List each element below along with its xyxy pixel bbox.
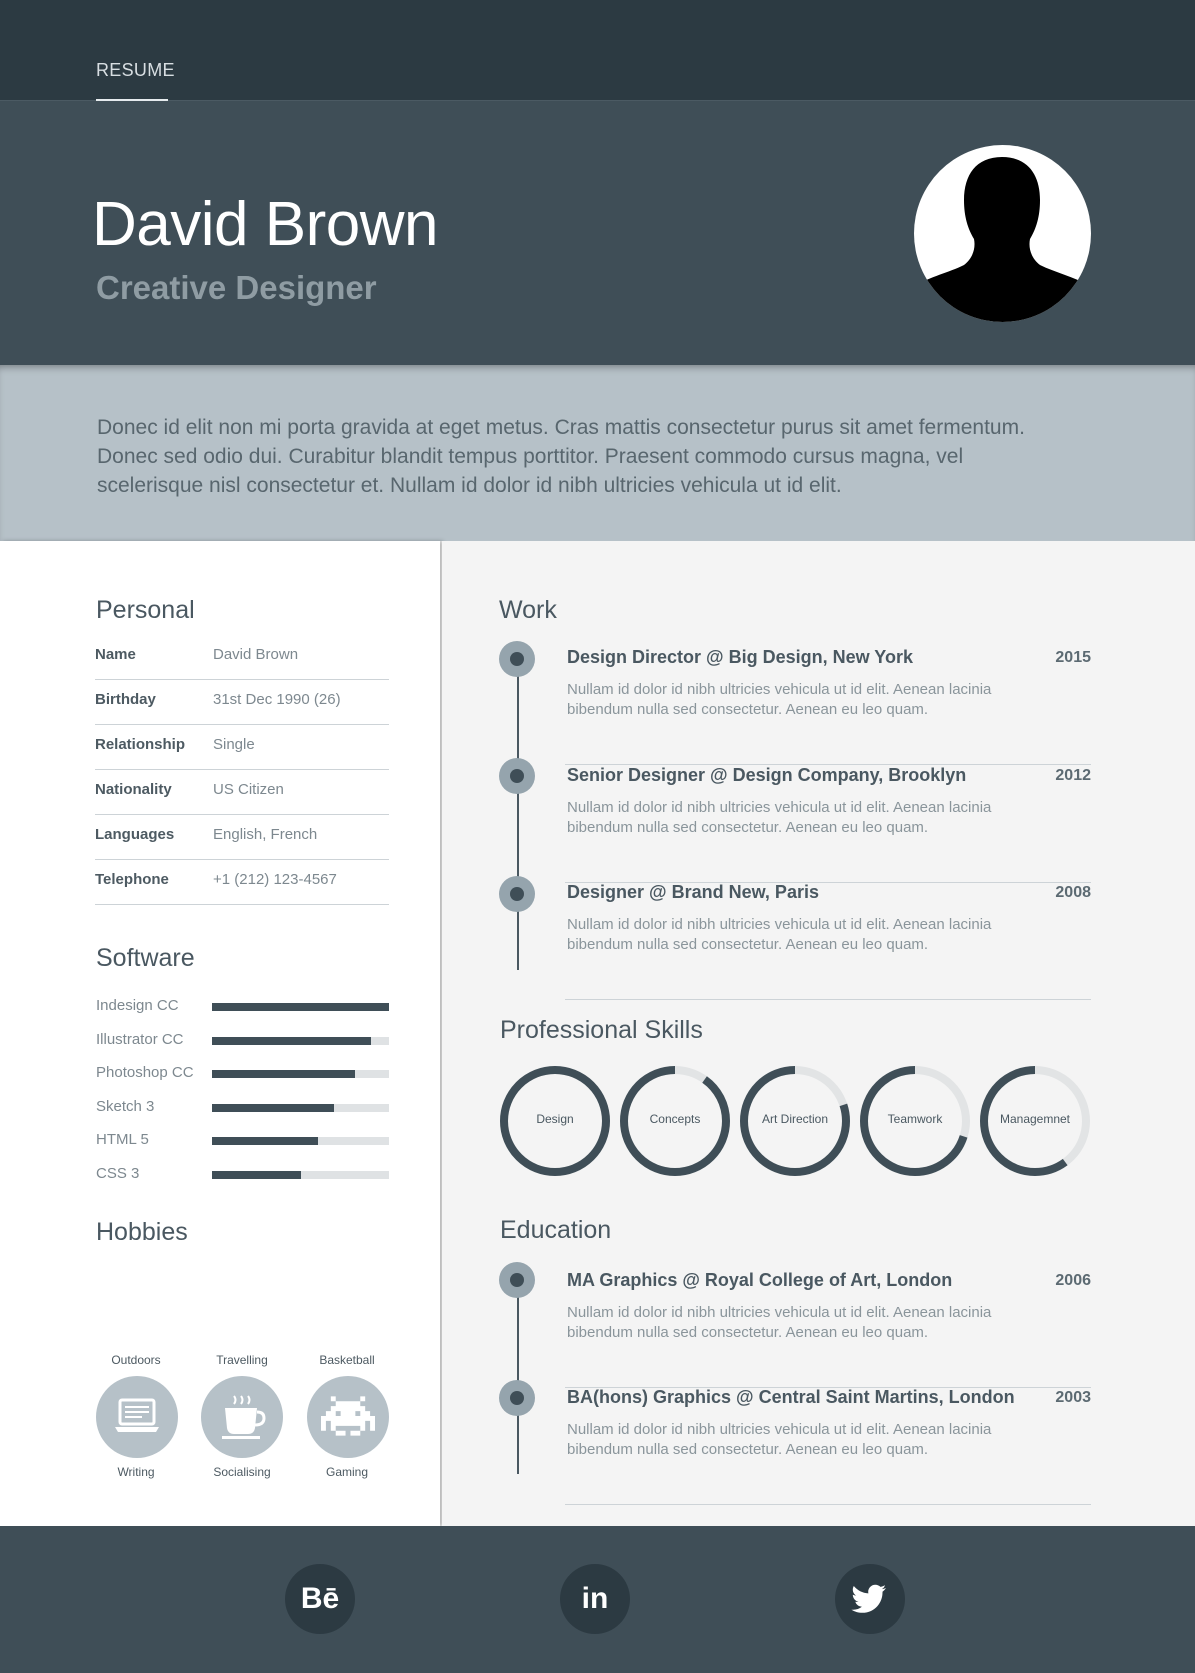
work-entry bbox=[565, 882, 1091, 1000]
work-entry-year: 2015 bbox=[1055, 649, 1091, 666]
software-heading: Software bbox=[96, 944, 195, 972]
software-row bbox=[96, 1131, 390, 1151]
work-entry bbox=[565, 765, 1091, 883]
software-level-track bbox=[212, 1137, 389, 1145]
hobby-label-writing: Writing bbox=[117, 1465, 155, 1479]
education-entry-year: 2006 bbox=[1055, 1272, 1091, 1289]
software-name: Photoshop CC bbox=[96, 1064, 194, 1081]
software-level-fill bbox=[212, 1104, 334, 1112]
personal-row bbox=[95, 859, 389, 905]
hobby-label-outdoors: Outdoors bbox=[111, 1353, 161, 1367]
work-entry-title: Designer @ Brand New, Paris bbox=[567, 882, 819, 902]
work-entry-desc: Nullam id dolor id nibh ultricies vehicula ut id elit. Aenean lacinia bibendum nulla sed consectetur. Aenean eu leo quam. bbox=[567, 799, 992, 836]
behance-icon: Bē bbox=[300, 1582, 340, 1615]
skill-ring bbox=[619, 1065, 731, 1177]
skill-ring bbox=[859, 1065, 971, 1177]
skill-ring bbox=[979, 1065, 1091, 1177]
left-column bbox=[0, 541, 440, 1526]
personal-label: Name bbox=[95, 646, 136, 663]
personal-value: English, French bbox=[213, 826, 318, 843]
personal-label: Birthday bbox=[95, 691, 156, 708]
skill-ring bbox=[499, 1065, 611, 1177]
hobby-label-gaming: Gaming bbox=[325, 1465, 369, 1479]
linkedin-icon: in bbox=[581, 1582, 609, 1615]
skill-name: Art Direction bbox=[761, 1112, 829, 1126]
work-entry-title: Design Director @ Big Design, New York bbox=[567, 647, 913, 667]
profile-name: David Brown bbox=[92, 190, 438, 259]
summary-text: Donec id elit non mi porta gravida at eget metus. Cras mattis consectetur purus sit amet fermentum. Donec sed odio dui. Curabitur blandit tempus porttitor. Praesent commodo cursus magna, vel scelerisque nisl consectetur et. Nullam id dolor id nibh ultricies vehicula ut id elit. bbox=[97, 416, 1025, 497]
space-invader-icon bbox=[321, 1396, 375, 1436]
hobby-gaming bbox=[307, 1376, 389, 1458]
software-level-fill bbox=[212, 1137, 318, 1145]
education-entry-year: 2003 bbox=[1055, 1389, 1091, 1406]
work-entry-year: 2008 bbox=[1055, 884, 1091, 901]
personal-row bbox=[95, 634, 389, 680]
personal-row bbox=[95, 814, 389, 860]
profile-title: Creative Designer bbox=[96, 269, 377, 306]
software-name: Illustrator CC bbox=[96, 1030, 184, 1048]
twitter-icon bbox=[835, 1564, 905, 1634]
hobby-label-travelling: Travelling bbox=[216, 1353, 268, 1367]
top-nav bbox=[0, 0, 1195, 101]
software-level-fill bbox=[212, 1171, 301, 1179]
software-row bbox=[96, 997, 390, 1017]
linkedin-link[interactable] bbox=[560, 1564, 630, 1634]
education-entry-desc: Nullam id dolor id nibh ultricies vehicula ut id elit. Aenean lacinia bibendum nulla sed consectetur. Aenean eu leo quam. bbox=[567, 1304, 992, 1341]
personal-value: US Citizen bbox=[213, 781, 284, 798]
work-timeline bbox=[517, 660, 519, 970]
software-row bbox=[96, 1064, 390, 1084]
timeline-dot bbox=[499, 1262, 535, 1298]
laptop-icon bbox=[112, 1392, 162, 1442]
software-row bbox=[96, 1031, 390, 1051]
education-timeline bbox=[517, 1282, 519, 1474]
skill-ring bbox=[739, 1065, 851, 1177]
skill-name: Teamwork bbox=[887, 1112, 943, 1126]
personal-label: Languages bbox=[95, 826, 175, 843]
footer bbox=[0, 1526, 1195, 1673]
work-entry-desc: Nullam id dolor id nibh ultricies vehicula ut id elit. Aenean lacinia bibendum nulla sed consectetur. Aenean eu leo quam. bbox=[567, 681, 992, 718]
work-entry-desc: Nullam id dolor id nibh ultricies vehicula ut id elit. Aenean lacinia bibendum nulla sed consectetur. Aenean eu leo quam. bbox=[567, 916, 992, 953]
avatar bbox=[914, 145, 1091, 322]
education-entry-desc: Nullam id dolor id nibh ultricies vehicula ut id elit. Aenean lacinia bibendum nulla sed consectetur. Aenean eu leo quam. bbox=[567, 1421, 992, 1458]
software-name: HTML 5 bbox=[96, 1131, 149, 1148]
hobby-writing bbox=[96, 1376, 178, 1458]
coffee-cup-icon bbox=[217, 1392, 267, 1442]
education-entry bbox=[565, 1270, 1091, 1388]
education-heading: Education bbox=[500, 1216, 612, 1244]
work-entry-year: 2012 bbox=[1055, 767, 1091, 784]
work-entry bbox=[565, 647, 1091, 765]
software-level-fill bbox=[212, 1037, 371, 1045]
personal-value: David Brown bbox=[213, 646, 299, 663]
software-level-track bbox=[212, 1104, 389, 1112]
software-level-track bbox=[212, 1037, 389, 1045]
skills-heading: Professional Skills bbox=[500, 1016, 703, 1044]
timeline-dot bbox=[499, 641, 535, 677]
hobby-socialising bbox=[201, 1376, 283, 1458]
personal-value: +1 (212) 123-4567 bbox=[213, 871, 337, 888]
twitter-link[interactable] bbox=[835, 1564, 905, 1634]
personal-label: Telephone bbox=[95, 871, 169, 888]
software-level-track bbox=[212, 1003, 389, 1011]
personal-row bbox=[95, 769, 389, 815]
software-name: Sketch 3 bbox=[96, 1097, 155, 1115]
personal-value: Single bbox=[213, 736, 255, 753]
personal-label: Nationality bbox=[95, 781, 172, 798]
skill-name: Design bbox=[536, 1112, 574, 1126]
tab-resume[interactable]: RESUME bbox=[96, 60, 175, 80]
software-level-fill bbox=[212, 1070, 355, 1078]
personal-label: Relationship bbox=[95, 736, 186, 753]
timeline-dot bbox=[499, 1380, 535, 1416]
software-level-track bbox=[212, 1171, 389, 1179]
education-entry-title: MA Graphics @ Royal College of Art, London bbox=[567, 1270, 953, 1290]
personal-heading: Personal bbox=[96, 596, 195, 624]
timeline-dot bbox=[499, 758, 535, 794]
education-entry bbox=[565, 1387, 1091, 1505]
work-entry-title: Senior Designer @ Design Company, Brooklyn bbox=[567, 765, 967, 785]
software-name: Indesign CC bbox=[96, 997, 179, 1014]
education-entry-title: BA(hons) Graphics @ Central Saint Martins, London bbox=[567, 1387, 1015, 1407]
software-name: CSS 3 bbox=[96, 1164, 140, 1182]
hobbies-heading: Hobbies bbox=[96, 1218, 188, 1246]
software-level-track bbox=[212, 1070, 389, 1078]
person-silhouette-icon bbox=[914, 145, 1091, 322]
timeline-dot bbox=[499, 876, 535, 912]
skill-name: Managemnet bbox=[999, 1112, 1071, 1126]
software-row bbox=[96, 1165, 390, 1185]
personal-row bbox=[95, 724, 389, 770]
software-level-fill bbox=[212, 1003, 389, 1011]
personal-row bbox=[95, 679, 389, 725]
hobby-label-socialising: Socialising bbox=[213, 1465, 271, 1479]
summary-section bbox=[0, 365, 1195, 541]
software-row bbox=[96, 1098, 390, 1118]
hobby-label-basketball: Basketball bbox=[319, 1353, 375, 1367]
personal-value: 31st Dec 1990 (26) bbox=[213, 691, 341, 708]
work-heading: Work bbox=[499, 596, 557, 624]
behance-link[interactable] bbox=[285, 1564, 355, 1634]
skill-name: Concepts bbox=[649, 1112, 701, 1126]
